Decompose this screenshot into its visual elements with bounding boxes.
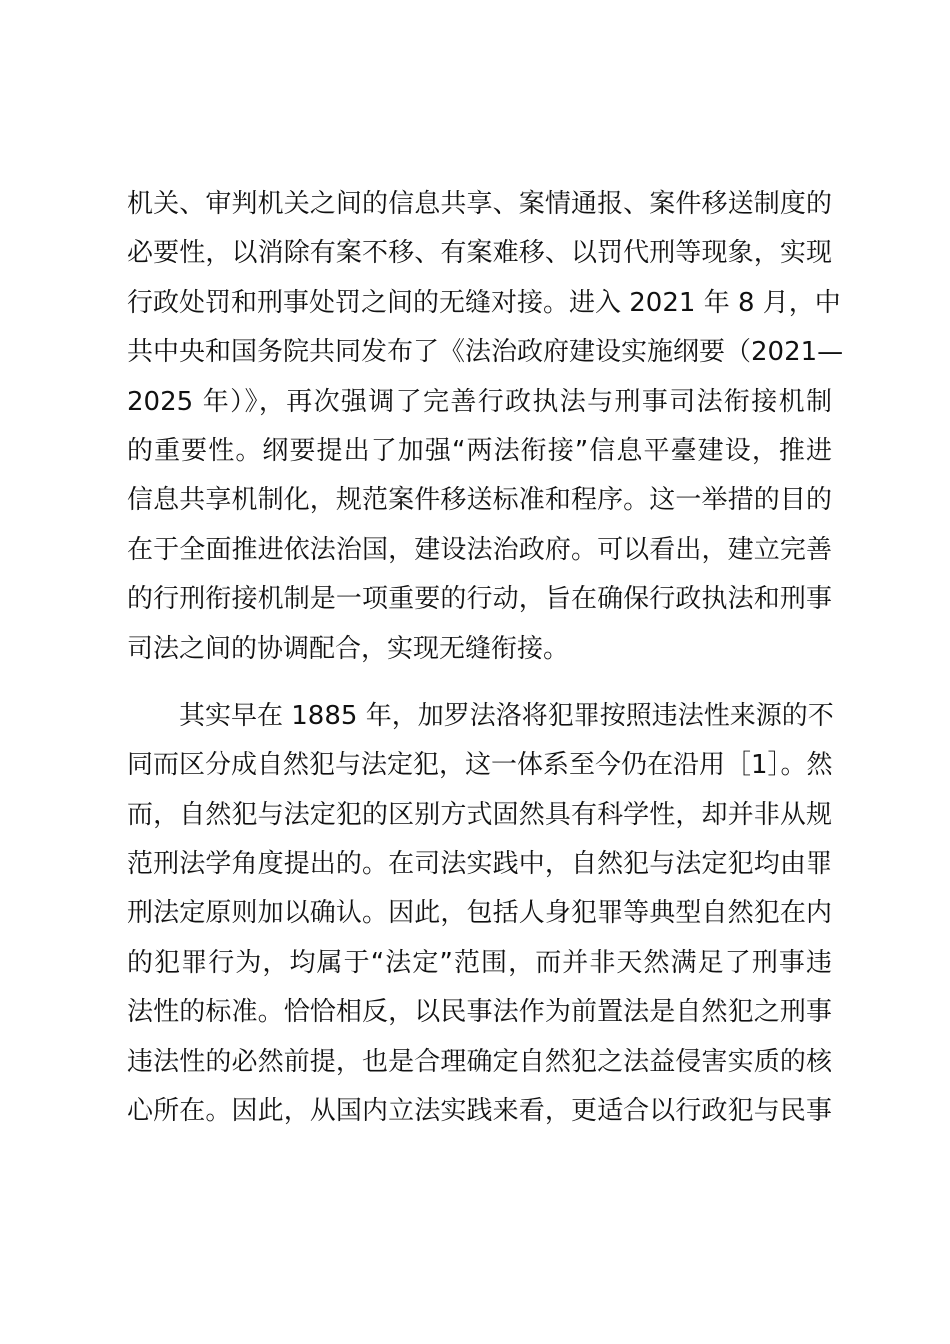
text-line: 的犯罪行为，均属于“法定”范围，而并非天然满足了刑事违 — [127, 947, 832, 978]
text-line: 的重要性。纲要提出了加强“两法衔接”信息平臺建设，推进 — [127, 435, 832, 466]
text-line: 心所在。因此，从国内立法实践来看，更适合以行政犯与民事 — [127, 1096, 832, 1127]
text-line: 同而区分成自然犯与法定犯，这一体系至今仍在沿用［1］。然 — [127, 750, 833, 781]
text-line: 法性的标准。恰恰相反，以民事法作为前置法是自然犯之刑事 — [127, 997, 832, 1028]
text-line: 在于全面推进依法治国，建设法治政府。可以看出，建立完善 — [127, 534, 832, 565]
document-page — [127, 180, 844, 1136]
text-line: 信息共享机制化，规范案件移送标准和程序。这一举措的目的 — [127, 485, 832, 516]
text-line: 行政处罚和刑事处罚之间的无缝对接。进入 2021 年 8 月，中 — [127, 287, 841, 318]
text-line: 司法之间的协调配合，实现无缝衔接。 — [127, 633, 570, 664]
text-line: 共中央和国务院共同发布了《法治政府建设实施纲要（2021— — [127, 337, 844, 368]
text-line: 而，自然犯与法定犯的区别方式固然具有科学性，却并非从规 — [127, 799, 832, 830]
text-line: 其实早在 1885 年，加罗法洛将犯罪按照违法性来源的不 — [127, 700, 834, 731]
paragraph-2 — [127, 692, 832, 1137]
text-line: 违法性的必然前提，也是合理确定自然犯之法益侵害实质的核 — [127, 1046, 832, 1077]
text-line: 机关、审判机关之间的信息共享、案情通报、案件移送制度的 — [127, 189, 832, 219]
paragraph-spacer — [127, 674, 832, 692]
text-line: 刑法定原则加以确认。因此，包括人身犯罪等典型自然犯在内 — [127, 898, 832, 929]
text-line: 范刑法学角度提出的。在司法实践中，自然犯与法定犯均由罪 — [127, 849, 832, 880]
paragraph-1 — [127, 180, 844, 674]
text-line: 2025 年）》，再次强调了完善行政执法与刑事司法衔接机制 — [127, 386, 832, 417]
text-line: 必要性，以消除有案不移、有案难移、以罚代刑等现象，实现 — [127, 238, 832, 269]
text-line: 的行刑衔接机制是一项重要的行动，旨在确保行政执法和刑事 — [127, 584, 832, 615]
